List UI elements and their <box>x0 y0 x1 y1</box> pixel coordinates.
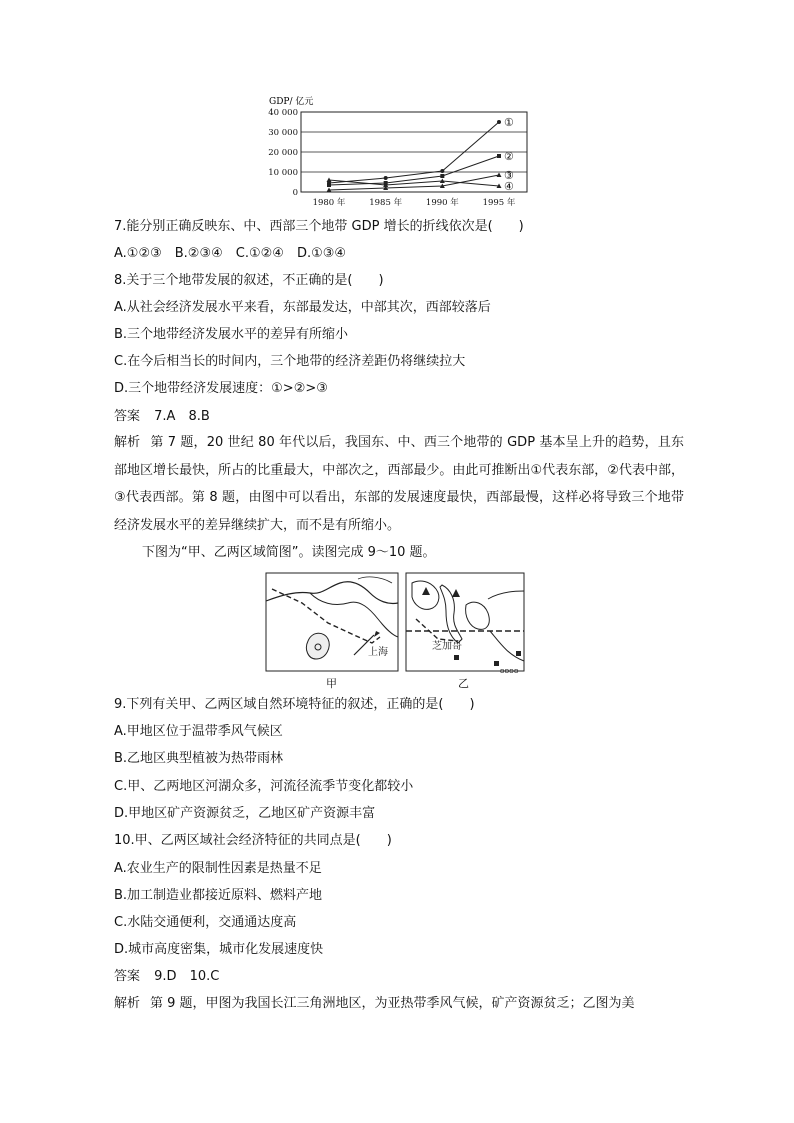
chart-series-label: ② <box>504 150 514 163</box>
q7-stem: 7.能分别正确反映东、中、西部三个地带 GDP 增长的折线依次是( ) <box>114 219 524 234</box>
chart-point <box>497 154 501 158</box>
q8-option-a: A.从社会经济发展水平来看，东部最发达，中部其次，西部较落后 <box>114 300 491 315</box>
q10-option-d: D.城市高度密集，城市化发展速度快 <box>114 942 324 957</box>
answer-9-10 <box>114 968 219 986</box>
explanation-7-8 <box>114 429 684 539</box>
chart-point <box>440 174 444 178</box>
q9-option-d: D.甲地区矿产资源贫乏，乙地区矿产资源丰富 <box>114 806 376 821</box>
gdp-chart-svg <box>265 92 535 208</box>
answer-7-8 <box>114 408 210 426</box>
map-jia-caption: 甲 <box>326 677 337 690</box>
answer-label: 答案 <box>114 409 141 424</box>
q9-option-c: C.甲、乙两地区河湖众多，河流径流季节变化都较小 <box>114 779 414 794</box>
explanation-text: 第 7 题，20 世纪 80 年代以后，我国东、中、西三个地带的 GDP 基本呈上升的趋势，且东部地区增长最快，所占的比重最大，中部次之，西部最少。由此可推断出①代表东部，②代表中部，③代表西部。第 8 题，由图中可以看出，东部的发展速度最快，西部最慢，这样必将导致三个地带经济发展水平的差异继续扩大，而不是有所缩小。 <box>114 435 684 533</box>
q9-option-a: A.甲地区位于温带季风气候区 <box>114 724 283 739</box>
map-yi-caption: 乙 <box>458 677 469 690</box>
chart-point <box>497 120 501 124</box>
chart-series-label: ④ <box>504 180 514 193</box>
q10-option-a: A.农业生产的限制性因素是热量不足 <box>114 861 322 876</box>
chart-y-tick-label: 40 000 <box>268 108 298 118</box>
map-jia-city-label: 上海 <box>368 647 388 658</box>
chart-point <box>440 169 444 173</box>
map-yi-city-label: 芝加哥 <box>432 641 462 652</box>
chart-series-line <box>329 122 499 183</box>
q9-option-b: B.乙地区典型植被为热带雨林 <box>114 751 284 766</box>
chart-y-tick-label: 20 000 <box>268 148 298 158</box>
q8-option-c: C.在今后相当长的时间内，三个地带的经济差距仍将继续拉大 <box>114 354 466 369</box>
answer-text: 9.D 10.C <box>154 969 220 984</box>
q7-options: A.①②③ B.②③④ C.①②④ D.①③④ <box>114 246 347 261</box>
gdp-line-chart <box>265 92 535 208</box>
chart-x-tick-label: 1990 年 <box>425 198 459 208</box>
chart-x-tick-label: 1980 年 <box>312 198 346 208</box>
chart-series-label: ① <box>504 116 514 129</box>
q10-stem: 10.甲、乙两区域社会经济特征的共同点是( ) <box>114 833 392 848</box>
map-yi-coal-1 <box>454 655 459 660</box>
map-yi-frame <box>406 573 524 671</box>
explanation-text: 第 9 题，甲图为我国长江三角洲地区，为亚热带季风气候，矿产资源贫乏；乙图为美 <box>150 996 635 1011</box>
chart-y-tick-label: 30 000 <box>268 128 298 138</box>
answer-label: 答案 <box>114 969 141 984</box>
chart-x-tick-label: 1995 年 <box>482 198 516 208</box>
q10-option-c: C.水陆交通便利，交通通达度高 <box>114 915 297 930</box>
answer-text: 7.A 8.B <box>154 409 210 424</box>
q8-option-b: B.三个地带经济发展水平的差异有所缩小 <box>114 327 349 342</box>
chart-series-label: ③ <box>504 169 514 182</box>
explanation-label: 解析 <box>114 996 141 1011</box>
q9-stem: 9.下列有关甲、乙两区域自然环境特征的叙述，正确的是( ) <box>114 697 475 712</box>
map-yi-sea-symbol: ʚʚʚʚ <box>500 667 519 675</box>
q8-option-d: D.三个地带经济发展速度：①>②>③ <box>114 381 328 396</box>
maps-intro: 下图为“甲、乙两区域简图”。读图完成 9～10 题。 <box>142 545 436 560</box>
chart-y-unit-label: GDP/ 亿元 <box>269 97 314 107</box>
chart-point <box>327 183 331 187</box>
region-maps-svg <box>262 569 528 689</box>
explanation-9-10 <box>114 995 635 1013</box>
chart-y-tick-label: 10 000 <box>268 168 298 178</box>
chart-x-tick-label: 1985 年 <box>369 198 403 208</box>
chart-point <box>384 176 388 180</box>
q10-option-b: B.加工制造业都接近原料、燃料产地 <box>114 888 323 903</box>
chart-point <box>497 173 502 178</box>
chart-y-tick-label: 0 <box>292 188 298 198</box>
map-yi-coal-3 <box>516 651 521 656</box>
map-yi-coal-2 <box>494 661 499 666</box>
explanation-label: 解析 <box>114 435 141 450</box>
q8-stem: 8.关于三个地带发展的叙述，不正确的是( ) <box>114 273 384 288</box>
region-maps <box>262 569 528 689</box>
